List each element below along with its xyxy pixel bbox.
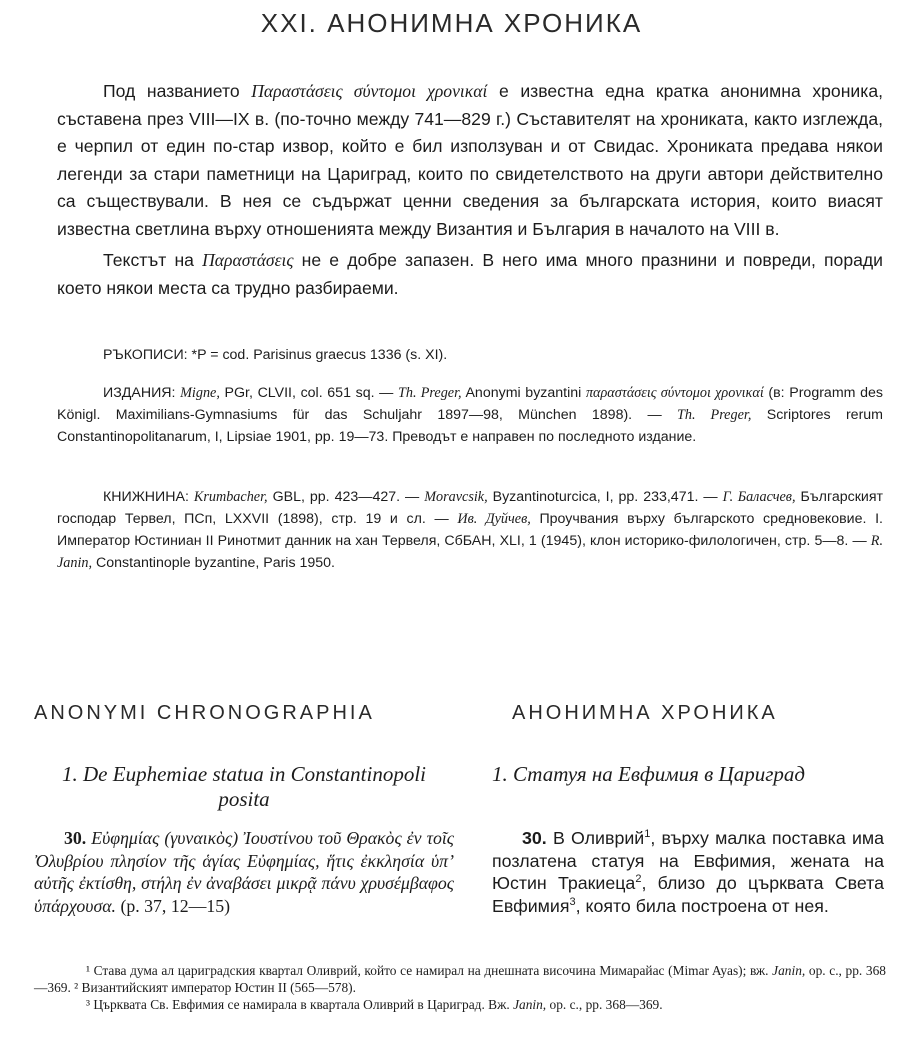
latin-heading: ANONYMI CHRONOGRAPHIA: [34, 702, 375, 724]
footnote-text: ² Византийският император Юстин II (565—578).: [70, 980, 356, 995]
intro-text: не е добре запазен. В него има много празнини и повреди, поради което някои места са трудно разбираеми.: [57, 250, 884, 298]
biblio-text: Anonymi byzantini: [461, 385, 586, 401]
paragraph-number: 30.: [64, 828, 87, 848]
greek-text: Εὐφημίας (γυναικὸς) Ἰουστίνου τοῦ Θρακὸς ἐν τοῖς Ὀλυβρίου πλησίον τῆς ἁγίας Εὐφημίας, ἥτις ἐκκλησία ὑπ’ αὐτῆς ἐκτίσθη, στήλη ἐν ἀναβάσει μικρᾷ πάνυ χρυσέμβαφος ὑπάρχουσα.: [34, 828, 454, 916]
intro-paragraph-1: [57, 78, 883, 243]
author-name: Th. Preger,: [397, 385, 462, 401]
biblio-text: Българският господар Тервел, ПСп, LXXVII (1898), стр. 19 и сл. —: [57, 489, 884, 527]
footnote-1-and-2: [34, 962, 886, 996]
literature-label: КНИЖНИНА:: [103, 489, 194, 505]
footnote-text: ¹ Става дума ал цариградския квартал Оливрий, който се намирал на днешната височина Мимарайас (Mimar Ayas); вж.: [86, 963, 773, 978]
manuscripts-section: [57, 344, 883, 366]
author-name: Janin,: [772, 963, 806, 978]
author-name: Ив. Дуйчев,: [457, 511, 531, 527]
bulgarian-heading: АНОНИМНА ХРОНИКА: [512, 702, 778, 724]
editions-section: [57, 382, 883, 448]
literature-text: [57, 486, 883, 574]
greek-source-text: [34, 827, 454, 917]
footnote-text: op. c., pp. 368—369.: [546, 997, 663, 1012]
greek-paragraph: [34, 827, 454, 917]
footnote-text: ³ Църквата Св. Евфимия се намирала в квартала Оливрий в Цариград. Вж.: [86, 997, 514, 1012]
editions-label: ИЗДАНИЯ:: [103, 385, 181, 401]
footnote-text: op. c., pp. 368—369.: [34, 963, 886, 995]
translation-text: , върху малка поставка има позлатена статуя на Евфимия, жената на Юстин Тракиеца: [492, 828, 884, 893]
translation-paragraph: [492, 827, 884, 917]
author-name: Th. Preger,: [677, 407, 752, 423]
footnote-marker: 2: [635, 873, 642, 886]
bulgarian-translation: [492, 827, 884, 917]
footnote-3: [34, 996, 886, 1013]
footnotes: [34, 962, 886, 1013]
greek-title: Παραστάσεις σύντομοι χρονικαί: [251, 81, 488, 101]
biblio-text: Constantinople byzantine, Paris 1950.: [92, 555, 335, 571]
footnote-marker: 3: [569, 895, 576, 908]
greek-title: παραστάσεις σύντομοι χρονικαί: [585, 385, 764, 401]
bulgarian-section-title: 1. Статуя на Евфимия в Цариград: [492, 762, 806, 786]
author-name: Krumbacher,: [193, 489, 268, 505]
latin-section-title: 1. De Euphemiae statua in Constantinopoli posita: [62, 762, 426, 811]
editions-text: [57, 382, 883, 448]
chapter-title: XXI. АНОНИМНА ХРОНИКА: [260, 8, 643, 38]
introduction: [57, 78, 883, 302]
biblio-text: Проучвания върху българското средновековие. I. Император Юстиниан II Ринотмит данник на хан Тервеля, СбБАН, XLI, 1 (1945), клон историко-филологичен, стр. 5—8. —: [57, 511, 883, 549]
biblio-text: Byzantinoturcica, I, pp. 233,471. —: [487, 489, 723, 505]
author-name: R. Janin,: [57, 533, 883, 571]
manuscripts-text: РЪКОПИСИ: *P = cod. Parisinus graecus 1336 (s. XI).: [103, 347, 448, 363]
author-name: Migne,: [180, 385, 220, 401]
greek-title: Παραστάσεις: [202, 250, 294, 270]
translation-text: В Оливрий: [546, 828, 645, 848]
biblio-text: (в: Programm des Königl. Maximilians-Gymnasiums für das Schuljahr 1897—98, München 1898). —: [57, 385, 883, 423]
translation-text: , близо до църквата Света Евфимия: [492, 873, 884, 916]
intro-paragraph-2: [57, 247, 883, 302]
author-name: Moravcsik,: [424, 489, 488, 505]
paragraph-number: 30.: [522, 828, 547, 848]
translation-text: , която била построена от нея.: [575, 895, 829, 916]
intro-text: Текстът на: [103, 250, 203, 270]
author-name: Janin,: [513, 997, 547, 1012]
author-name: Г. Баласчев,: [722, 489, 796, 505]
footnote-marker: 1: [644, 828, 651, 841]
biblio-text: GBL, pp. 423—427. —: [267, 489, 425, 505]
source-reference: (p. 37, 12—15): [116, 895, 231, 916]
biblio-text: Scriptores rerum Constantinopolitanarum, I, Lipsiae 1901, pp. 19—73. Преводът е направен по последното издание.: [57, 407, 884, 445]
intro-text: е известна една кратка анонимна хроника, съставена през VIII—IX в. (по-точно между 741—829 г.) Съставителят на хрониката, както изглежда, е черпил от един по-стар извор, който е бил използуван и от Свидас. Хрониката предава някои легенди за стари паметници на Цариград, които по свидетелството на други автори действително са съществували. В нея се съдържат ценни сведения за българската история, които виасят известна светлина върху отношенията между Византия и България в началото на VIII в.: [57, 81, 884, 239]
intro-text: Под названието: [103, 81, 252, 101]
biblio-text: PGr, CLVII, col. 651 sq. —: [219, 385, 398, 401]
literature-section: [57, 486, 883, 574]
